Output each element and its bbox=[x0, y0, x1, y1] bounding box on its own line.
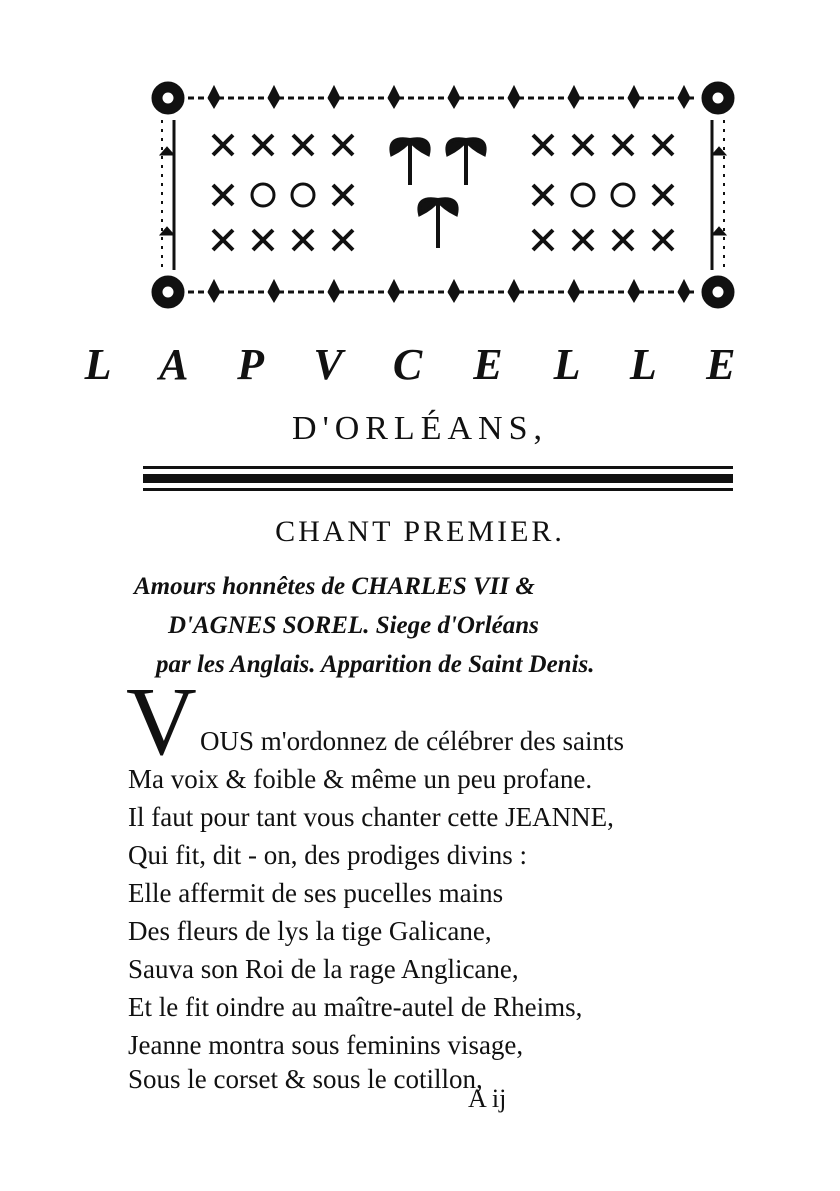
page-title: L A P V C E L L E bbox=[84, 340, 756, 389]
argument-line: D'AGNES SOREL. Siege d'Orléans bbox=[168, 612, 539, 639]
verse-line: Qui fit, dit - on, des prodiges divins : bbox=[128, 840, 527, 870]
drop-capital: V bbox=[126, 668, 197, 776]
headpiece-ornament bbox=[148, 70, 738, 315]
chant-heading: CHANT PREMIER. bbox=[275, 515, 565, 548]
signature-mark: A ij bbox=[468, 1084, 507, 1113]
fleuron-border-icon bbox=[152, 82, 734, 308]
verse-line: Ma voix & foible & même un peu profane. bbox=[128, 764, 593, 794]
verse-line: Il faut pour tant vous chanter cette JEANNE, bbox=[128, 802, 614, 832]
verse-line: Sauva son Roi de la rage Anglicane, bbox=[128, 954, 519, 984]
argument-line: Amours honnêtes de CHARLES VII & bbox=[134, 573, 535, 600]
verse-line: Jeanne montra sous feminins visage, bbox=[128, 1030, 524, 1060]
page-subtitle: D'ORLÉANS, bbox=[292, 410, 548, 447]
verse-line: OUS m'ordonnez de célébrer des saints bbox=[200, 726, 624, 756]
argument-line: par les Anglais. Apparition de Saint Denis. bbox=[156, 651, 595, 678]
verse-line: Elle affermit de ses pucelles mains bbox=[128, 878, 504, 908]
verse-line: Et le fit oindre au maître-autel de Rheims, bbox=[128, 992, 583, 1022]
double-rule-divider bbox=[143, 466, 733, 496]
verse-line: Des fleurs de lys la tige Galicane, bbox=[128, 916, 492, 946]
verse-line: Sous le corset & sous le cotillon, bbox=[128, 1064, 483, 1094]
